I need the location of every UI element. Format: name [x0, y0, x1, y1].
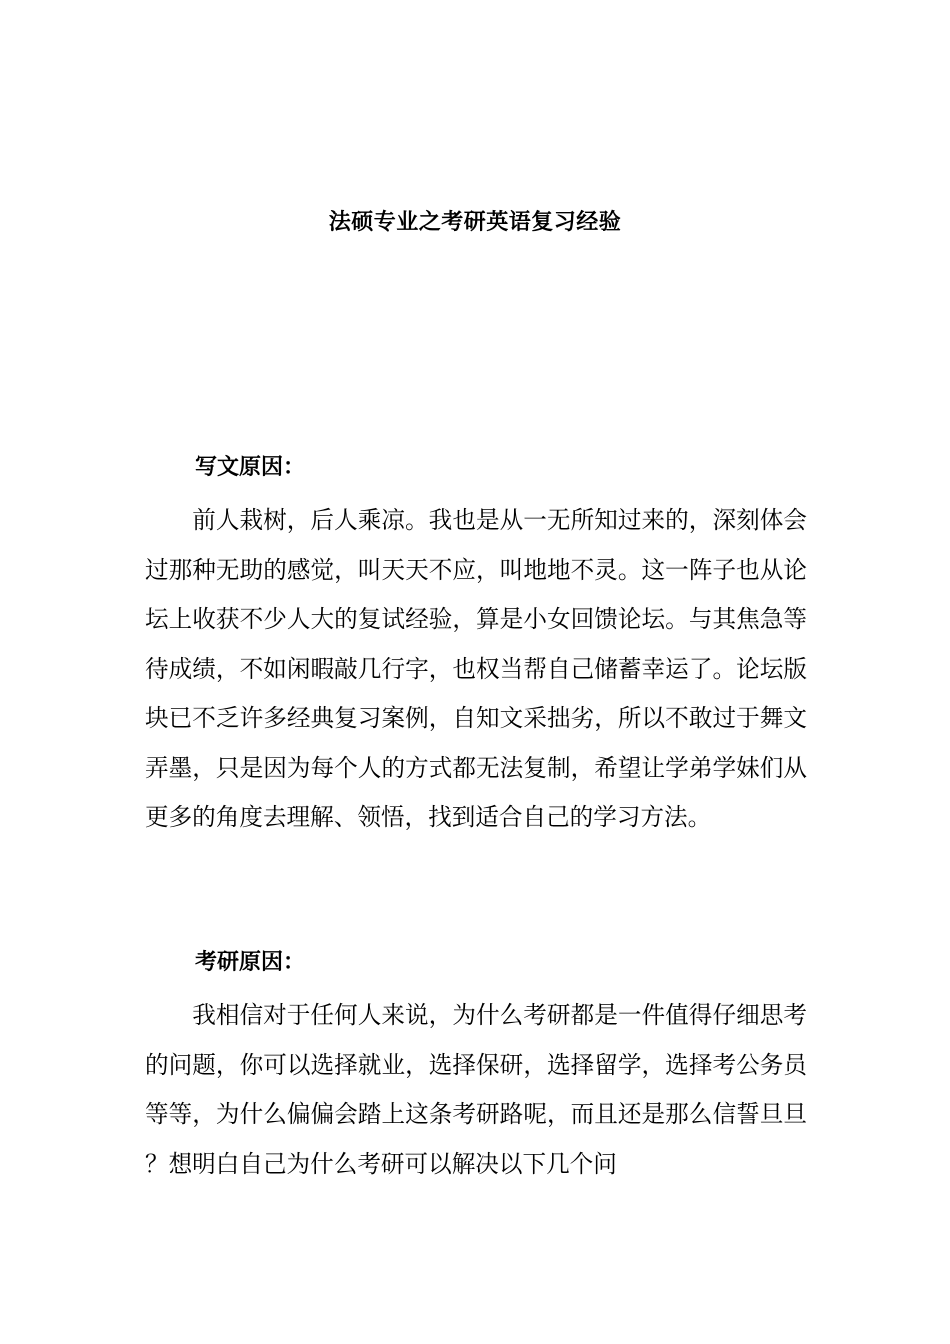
section-writing-reason — [145, 447, 807, 843]
section-paragraph: 我相信对于任何人来说，为什么考研都是一件值得仔细思考的问题，你可以选择就业，选择保研，选择留学，选择考公务员等等，为什么偏偏会踏上这条考研路呢，而且还是那么信誓旦旦？想明白自己为什么考研可以解决以下几个问 — [145, 1001, 807, 1178]
section-heading: 考研原因： — [195, 949, 306, 975]
document-title: 法硕专业之考研英语复习经验 — [328, 209, 622, 235]
section-heading: 写文原因： — [195, 454, 306, 480]
section-exam-reason — [145, 942, 807, 1189]
section-paragraph: 前人栽树，后人乘凉。我也是从一无所知过来的，深刻体会过那种无助的感觉，叫天天不应，叫地地不灵。这一阵子也从论坛上收获不少人大的复试经验，算是小女回馈论坛。与其焦急等待成绩，不如闲暇敲几行字，也权当帮自己储蓄幸运了。论坛版块已不乏许多经典复习案例，自知文采拙劣，所以不敢过于舞文弄墨，只是因为每个人的方式都无法复制，希望让学弟学妹们从更多的角度去理解、领悟，找到适合自己的学习方法。 — [145, 506, 807, 831]
